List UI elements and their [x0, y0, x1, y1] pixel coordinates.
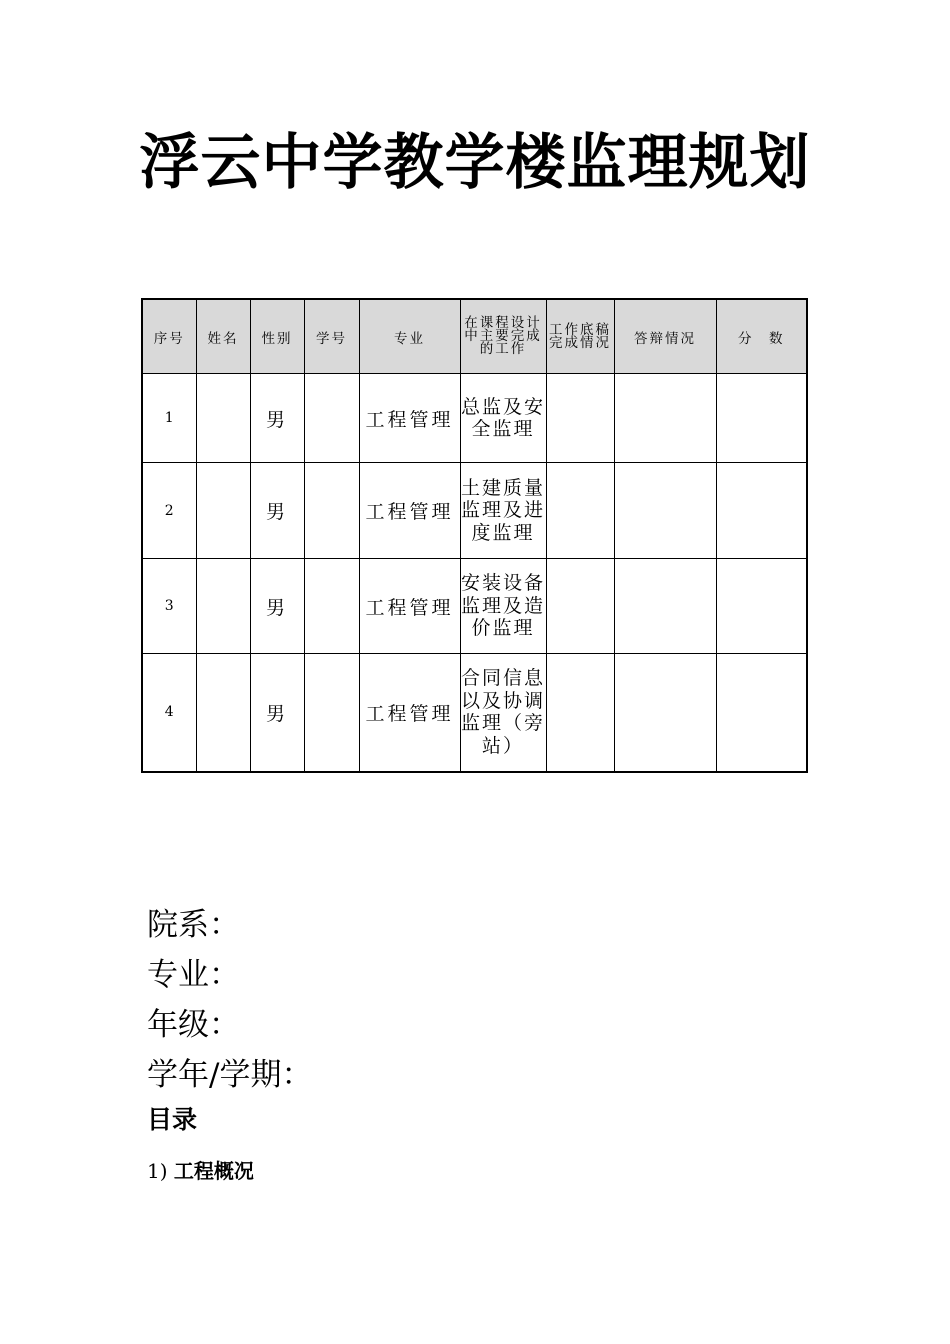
cell-name: [196, 374, 250, 463]
cell-defense: [614, 374, 716, 463]
cell-work: 合同信息以及协调监理（旁站）: [460, 654, 546, 772]
header-draft-status: 工作底稿完成情况: [546, 299, 614, 374]
table-row: [142, 463, 807, 559]
table-row: [142, 654, 807, 772]
grade-label: 年级：: [147, 1007, 240, 1043]
cell-work: 安装设备监理及造价监理: [460, 559, 546, 654]
header-defense: 答辩情况: [614, 299, 716, 374]
table-row: [142, 374, 807, 463]
table-header-row: [142, 299, 807, 374]
cell-work: 总监及安全监理: [460, 374, 546, 463]
cell-work: 土建质量监理及进度监理: [460, 463, 546, 559]
header-seq: 序号: [142, 299, 196, 374]
header-name: 姓名: [196, 299, 250, 374]
cell-draft: [546, 559, 614, 654]
header-student-id: 学号: [304, 299, 359, 374]
toc-item-label: 工程概况: [173, 1159, 254, 1183]
header-main-work: 在课程设计中主要完成的工作: [460, 299, 546, 374]
cell-major: 工程管理: [359, 559, 460, 654]
cell-student-id: [304, 654, 359, 772]
student-info-block: [147, 900, 312, 1100]
cell-major: 工程管理: [359, 654, 460, 772]
cell-score: [716, 374, 807, 463]
cell-name: [196, 559, 250, 654]
cell-seq: 1: [142, 374, 196, 463]
cell-gender: 男: [250, 654, 304, 772]
toc-item-number: 1): [147, 1159, 168, 1183]
cell-student-id: [304, 374, 359, 463]
header-major: 专业: [359, 299, 460, 374]
cell-seq: 2: [142, 463, 196, 559]
header-gender: 性别: [250, 299, 304, 374]
cell-gender: 男: [250, 559, 304, 654]
cell-major: 工程管理: [359, 374, 460, 463]
table-row: [142, 559, 807, 654]
cell-major: 工程管理: [359, 463, 460, 559]
header-score: 分 数: [716, 299, 807, 374]
cell-defense: [614, 654, 716, 772]
major-label: 专业：: [147, 957, 240, 993]
cell-defense: [614, 559, 716, 654]
cell-draft: [546, 374, 614, 463]
cell-name: [196, 654, 250, 772]
toc-heading: 目录: [147, 1105, 198, 1134]
cell-gender: 男: [250, 463, 304, 559]
cell-score: [716, 463, 807, 559]
cell-score: [716, 559, 807, 654]
document-title: 浮云中学教学楼监理规划: [139, 128, 811, 198]
student-roster-table: [141, 298, 808, 773]
cell-student-id: [304, 559, 359, 654]
cell-defense: [614, 463, 716, 559]
cell-seq: 4: [142, 654, 196, 772]
term-label: 学年/学期：: [147, 1057, 313, 1093]
cell-gender: 男: [250, 374, 304, 463]
department-label: 院系：: [147, 907, 240, 943]
cell-name: [196, 463, 250, 559]
cell-student-id: [304, 463, 359, 559]
toc-item: [147, 1155, 254, 1184]
cell-seq: 3: [142, 559, 196, 654]
cell-draft: [546, 654, 614, 772]
cell-score: [716, 654, 807, 772]
cell-draft: [546, 463, 614, 559]
